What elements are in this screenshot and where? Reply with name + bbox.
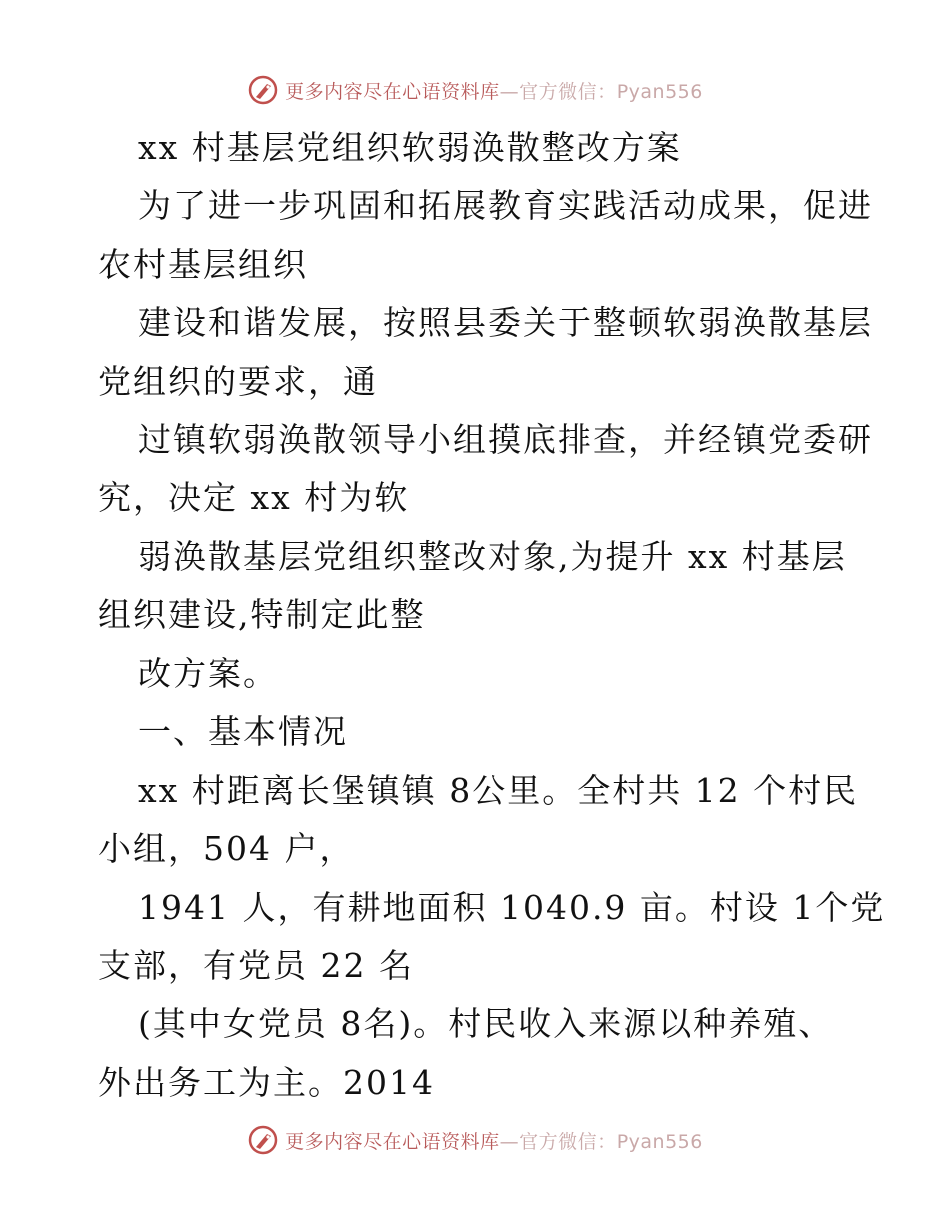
watermark-sub: 官方微信： (519, 1130, 617, 1153)
paragraph-line: 党组织的要求，通 (98, 362, 378, 401)
watermark-brand: 更多内容尽在心语资料库 (285, 1130, 500, 1153)
paragraph-line: 外出务工为主。2014 (98, 1063, 435, 1102)
paragraph-line: 农村基层组织 (98, 245, 308, 284)
paragraph-line: 小组，504 户， (98, 829, 355, 868)
watermark-footer (0, 1120, 950, 1160)
watermark-dash: — (499, 1130, 520, 1153)
paragraph-line: 建设和谐发展，按照县委关于整顿软弱涣散基层 (138, 303, 873, 342)
paragraph-line: xx 村距离长堡镇镇 8公里。全村共 12 个村民 (138, 771, 859, 810)
paragraph-line: 1941 人，有耕地面积 1040.9 亩。村设 1个党 (138, 888, 886, 927)
watermark-brand: 更多内容尽在心语资料库 (285, 80, 500, 103)
pen-nib-circle-icon (247, 74, 279, 106)
watermark-dash: — (499, 80, 520, 103)
paragraph-line: 组织建设,特制定此整 (98, 595, 426, 634)
watermark-header (0, 70, 950, 110)
watermark-sub: 官方微信： (519, 80, 617, 103)
watermark-id: Pyan556 (616, 1130, 703, 1153)
paragraph-line: 弱涣散基层党组织整改对象,为提升 xx 村基层 (138, 537, 847, 576)
watermark-id: Pyan556 (616, 80, 703, 103)
pen-nib-circle-icon (247, 1124, 279, 1156)
paragraph-line: 支部，有党员 22 名 (98, 946, 414, 985)
watermark-text (285, 1127, 703, 1154)
watermark-text (285, 77, 703, 104)
paragraph-line: 过镇软弱涣散领导小组摸底排查，并经镇党委研 (138, 420, 873, 459)
document-title: xx 村基层党组织软弱涣散整改方案 (138, 128, 682, 167)
paragraph-line: 为了进一步巩固和拓展教育实践活动成果，促进 (138, 186, 873, 225)
paragraph-line: (其中女党员 8名)。村民收入来源以种养殖、 (138, 1004, 834, 1043)
section-heading: 一、基本情况 (138, 712, 348, 751)
paragraph-line: 究，决定 xx 村为软 (98, 478, 410, 517)
paragraph-line: 改方案。 (138, 654, 278, 693)
